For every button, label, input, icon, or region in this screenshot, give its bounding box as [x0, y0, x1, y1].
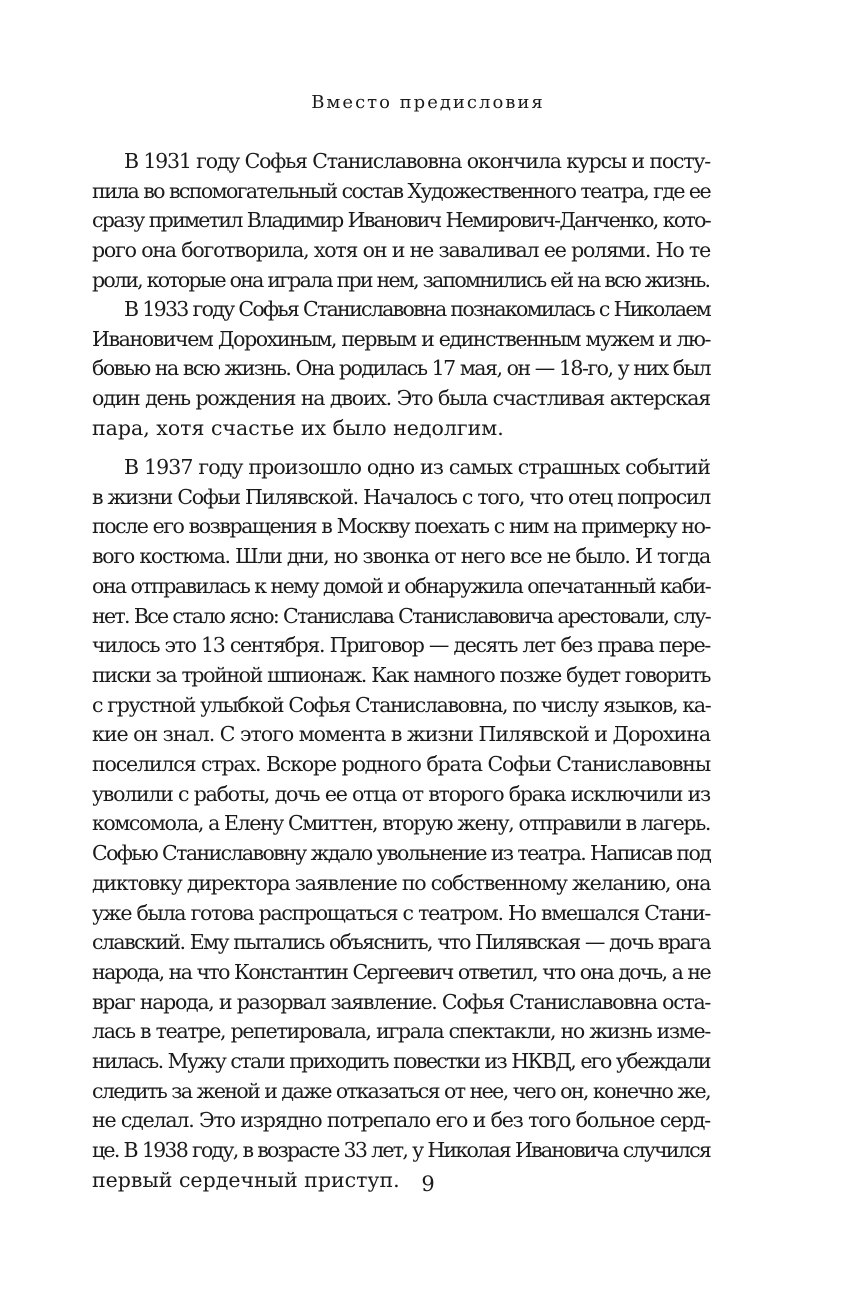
- text-line: роли, которые она играла при нем, запомнились ей на всю жизнь.: [92, 267, 710, 292]
- text-line: бовью на всю жизнь. Она родилась 17 мая, он — 18-го, у них был: [92, 356, 710, 381]
- text-line: она отправилась к нему домой и обнаружила опечатанный каби-: [92, 573, 711, 598]
- text-line: В 1937 году произошло одно из самых страшных событий: [124, 455, 710, 479]
- text-line: с грустной улыбкой Софья Станиславовна, по числу языков, ка-: [92, 692, 711, 717]
- text-line: славский. Ему пытались объяснить, что Пилявская — дочь врага: [92, 930, 710, 955]
- text-line: пара, хотя счастье их было недолгим.: [92, 415, 504, 440]
- paragraph-1931: [92, 147, 710, 296]
- text-line: после его возвращения в Москву поехать с ним на примерку но-: [92, 514, 710, 539]
- text-line: один день рождения на двоих. Это была счастливая актерская: [92, 386, 710, 411]
- paragraph-1937: [92, 453, 710, 1196]
- text-line: комсомола, а Елену Смиттен, вторую жену, отправили в лагерь.: [92, 811, 710, 836]
- text-line: нет. Все стало ясно: Станислава Станиславовича арестовали, слу-: [92, 603, 710, 628]
- paragraph-1933: [92, 295, 710, 444]
- text-line: не сделал. Это изрядно потрепало его и без того больное серд-: [92, 1108, 710, 1133]
- text-line: вого костюма. Шли дни, но звонка от него все не было. И тогда: [92, 544, 710, 569]
- text-line: первый сердечный приступ.: [92, 1167, 400, 1192]
- text-line: уже была готова распрощаться с театром. Но вмешался Стани-: [92, 900, 710, 925]
- text-line: народа, на что Константин Сергеевич ответил, что она дочь, а не: [92, 959, 710, 984]
- text-line: писки за тройной шпионаж. Как намного позже будет говорить: [92, 662, 710, 687]
- text-line: це. В 1938 году, в возрасте 33 лет, у Николая Ивановича случился: [92, 1138, 710, 1163]
- text-line: поселился страх. Вскоре родного брата Софьи Станиславовны: [92, 752, 710, 777]
- text-line: В 1931 году Софья Станиславовна окончила курсы и посту-: [124, 149, 710, 173]
- text-line: диктовку директора заявление по собственному желанию, она: [92, 870, 711, 895]
- text-line: в жизни Софьи Пилявской. Началось с того, что отец попросил: [92, 484, 710, 509]
- text-line: кие он знал. С этого момента в жизни Пилявской и Дорохина: [92, 722, 711, 747]
- text-line: следить за женой и даже отказаться от нее, чего он, конечно же,: [92, 1078, 710, 1103]
- text-line: сразу приметил Владимир Иванович Немирович-Данченко, кото-: [92, 208, 710, 233]
- running-title: Вместо предисловия: [311, 92, 545, 113]
- text-line: уволили с работы, дочь ее отца от второго брака исключили из: [92, 781, 710, 806]
- text-line: нилась. Мужу стали приходить повестки из НКВД, его убеждали: [92, 1049, 710, 1074]
- page-number: 9: [421, 1172, 435, 1196]
- text-line: пила во вспомогательный состав Художественного театра, где ее: [92, 178, 710, 203]
- text-line: В 1933 году Софья Станиславовна познакомилась с Николаем: [124, 297, 710, 321]
- text-line: Софью Станиславовну ждало увольнение из театра. Написав под: [92, 841, 711, 866]
- text-line: враг народа, и разорвал заявление. Софья Станиславовна оста-: [92, 989, 710, 1014]
- text-line: рого она боготворила, хотя он и не заваливал ее ролями. Но те: [92, 238, 710, 263]
- text-line: лась в театре, репетировала, играла спектакли, но жизнь изме-: [92, 1019, 710, 1044]
- text-line: чилось это 13 сентября. Приговор — десять лет без права пере-: [92, 633, 710, 658]
- text-line: Ивановичем Дорохиным, первым и единственным мужем и лю-: [92, 326, 710, 351]
